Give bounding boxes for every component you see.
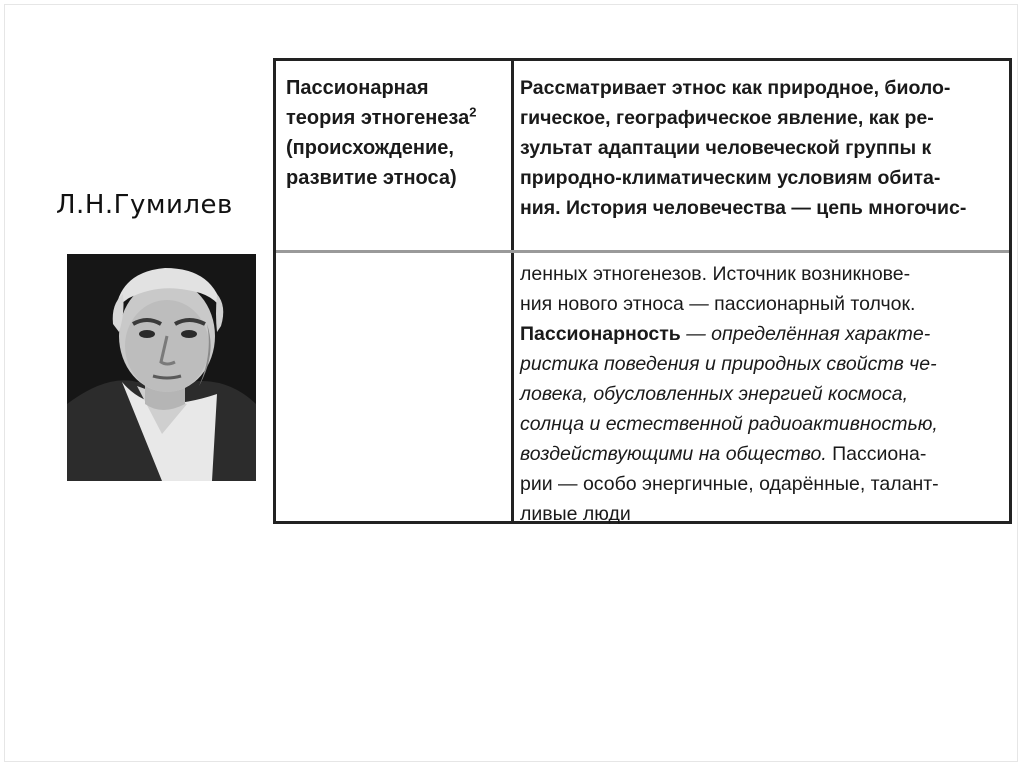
desc-line: воздействующими на общество. Пассиона- bbox=[520, 443, 927, 465]
desc-line: ния нового этноса — пассионарный толчок. bbox=[520, 293, 916, 315]
desc-line: ристика поведения и природных свойств че- bbox=[520, 353, 937, 375]
author-portrait bbox=[67, 254, 256, 481]
definition-text: — определённая характе- bbox=[680, 323, 931, 345]
desc-line: зультат адаптации человеческой группы к bbox=[520, 137, 932, 159]
desc-line: гическое, географическое явление, как ре- bbox=[520, 107, 934, 129]
footnote-marker: 2 bbox=[469, 104, 477, 120]
desc-line: ловека, обусловленных энергией космоса, bbox=[520, 383, 909, 405]
description-bottom bbox=[520, 259, 1000, 529]
portrait-image bbox=[67, 254, 256, 481]
term-line: (происхождение, bbox=[286, 137, 454, 159]
term-line: Пассионарная bbox=[286, 77, 429, 99]
column-divider bbox=[511, 61, 514, 521]
desc-line: ливые люди bbox=[520, 503, 631, 525]
desc-line: солнца и естественной радиоактивностью, bbox=[520, 413, 938, 435]
term-line: развитие этноса) bbox=[286, 167, 457, 189]
desc-line: рии — особо энергичные, одарённые, талант- bbox=[520, 473, 939, 495]
term-line: теория этногенеза$^2$ bbox=[286, 104, 477, 129]
term-emphasis: Пассионарность bbox=[520, 323, 681, 345]
description-top bbox=[520, 73, 1000, 223]
desc-line bbox=[520, 319, 1000, 349]
desc-line: ленных этногенезов. Источник возникнове- bbox=[520, 263, 911, 285]
term-cell bbox=[286, 73, 506, 193]
author-name: Л.Н.Гумилев bbox=[56, 190, 233, 220]
desc-line: природно-климатическим условиям обита- bbox=[520, 167, 941, 189]
row-divider bbox=[276, 250, 1009, 253]
desc-line: ния. История человечества — цепь многочис- bbox=[520, 197, 967, 219]
info-table bbox=[273, 58, 1012, 524]
desc-line: Рассматривает этнос как природное, биоло- bbox=[520, 77, 951, 99]
